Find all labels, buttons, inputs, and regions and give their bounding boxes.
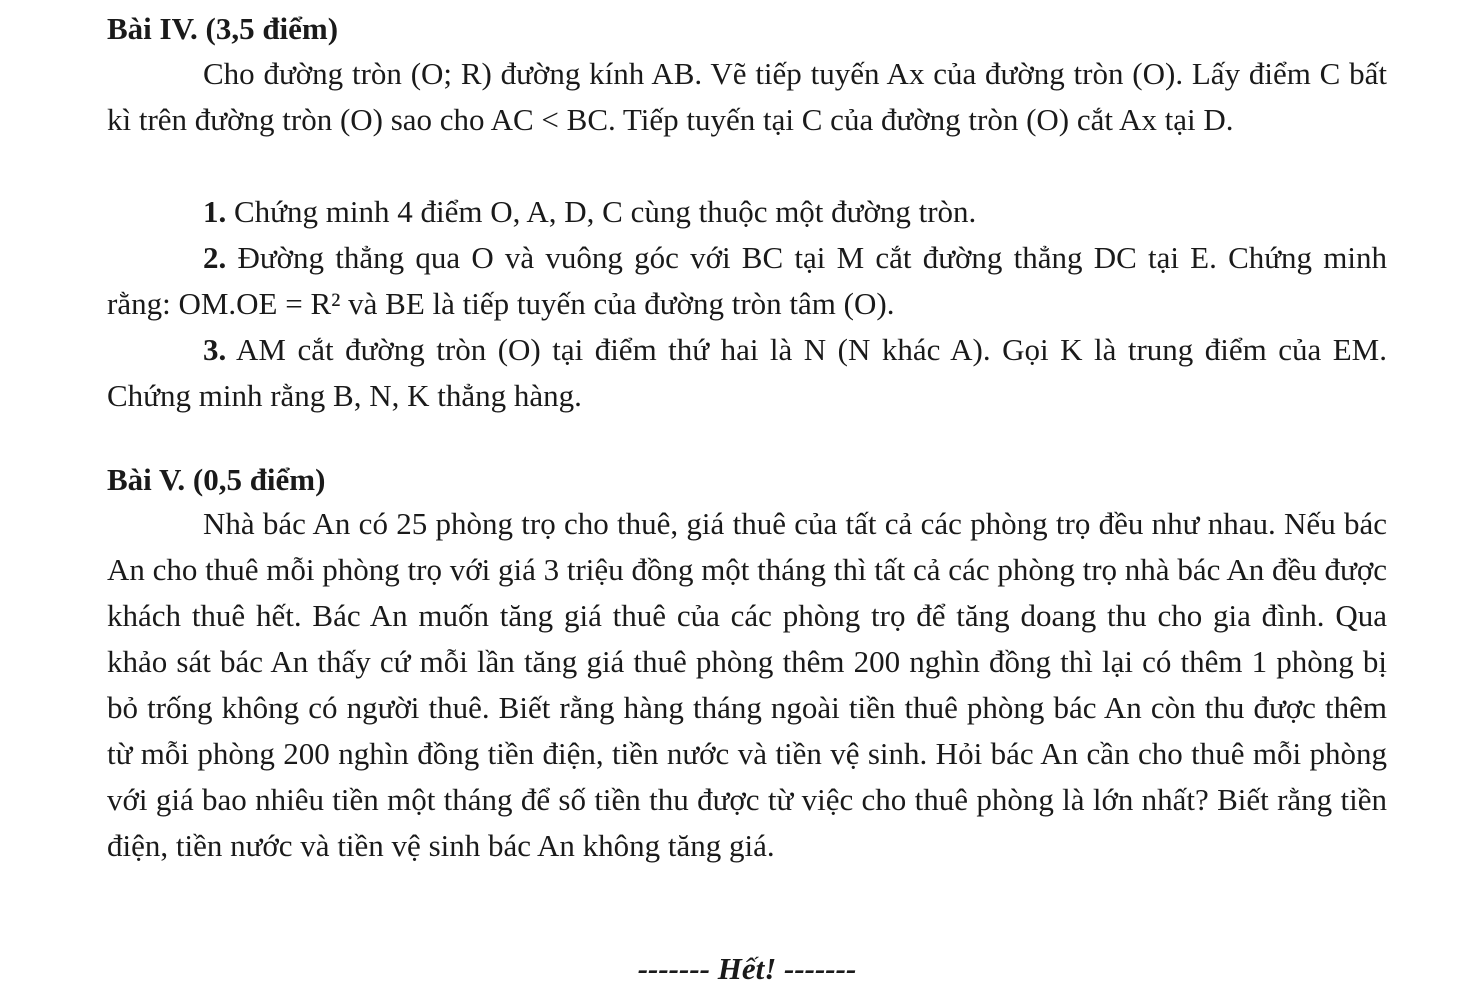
problem-4-intro: Cho đường tròn (O; R) đường kính AB. Vẽ tiếp tuyến Ax của đường tròn (O). Lấy điểm C bất kì trên đường tròn (O) sao cho AC < BC. Tiếp tuyến tại C của đường tròn (O) cắt Ax tại D. [107,56,1387,137]
problem-4-heading: Bài IV. (3,5 điểm) [107,11,339,46]
problem-5-heading: Bài V. (0,5 điểm) [107,462,326,497]
problem-5-text: Nhà bác An có 25 phòng trọ cho thuê, giá thuê của tất cả các phòng trọ đều như nhau. Nếu bác An cho thuê mỗi phòng trọ với giá 3 triệu đồng một tháng thì tất cả các phòng trọ nhà bác An đều được khách thuê hết. Bác An muốn tăng giá thuê của các phòng trọ để tăng doang thu cho gia đình. Qua khảo sát bác An thấy cứ mỗi lần tăng giá thuê phòng thêm 200 nghìn đồng thì lại có thêm 1 phòng bị bỏ trống không có người thuê. Biết rằng hàng tháng ngoài tiền thuê phòng bác An còn thu được thêm từ mỗi phòng 200 nghìn đồng tiền điện, tiền nước và tiền vệ sinh. Hỏi bác An cần cho thuê mỗi phòng với giá bao nhiêu tiền một tháng để số tiền thu được từ việc cho thuê phòng là lớn nhất? Biết rằng tiền điện, tiền nước và tiền vệ sinh bác An không tăng giá. [107,506,1387,863]
question-number: 1. [203,194,227,229]
problem-4-question-3 [107,327,1387,419]
end-marker: ------- Hết! ------- [637,951,857,986]
question-number: 2. [203,240,227,275]
question-text: Đường thẳng qua O và vuông góc với BC tại M cắt đường thẳng DC tại E. Chứng minh rằng: OM.OE = R² và BE là tiếp tuyến của đường tròn tâm (O). [107,240,1387,321]
question-number: 3. [203,332,227,367]
problem-4-question-1 [107,189,1387,235]
question-text: Chứng minh 4 điểm O, A, D, C cùng thuộc một đường tròn. [234,194,977,229]
problem-4-question-2 [107,235,1387,327]
question-text: AM cắt đường tròn (O) tại điểm thứ hai là N (N khác A). Gọi K là trung điểm của EM. Chứng minh rằng B, N, K thẳng hàng. [107,332,1387,413]
